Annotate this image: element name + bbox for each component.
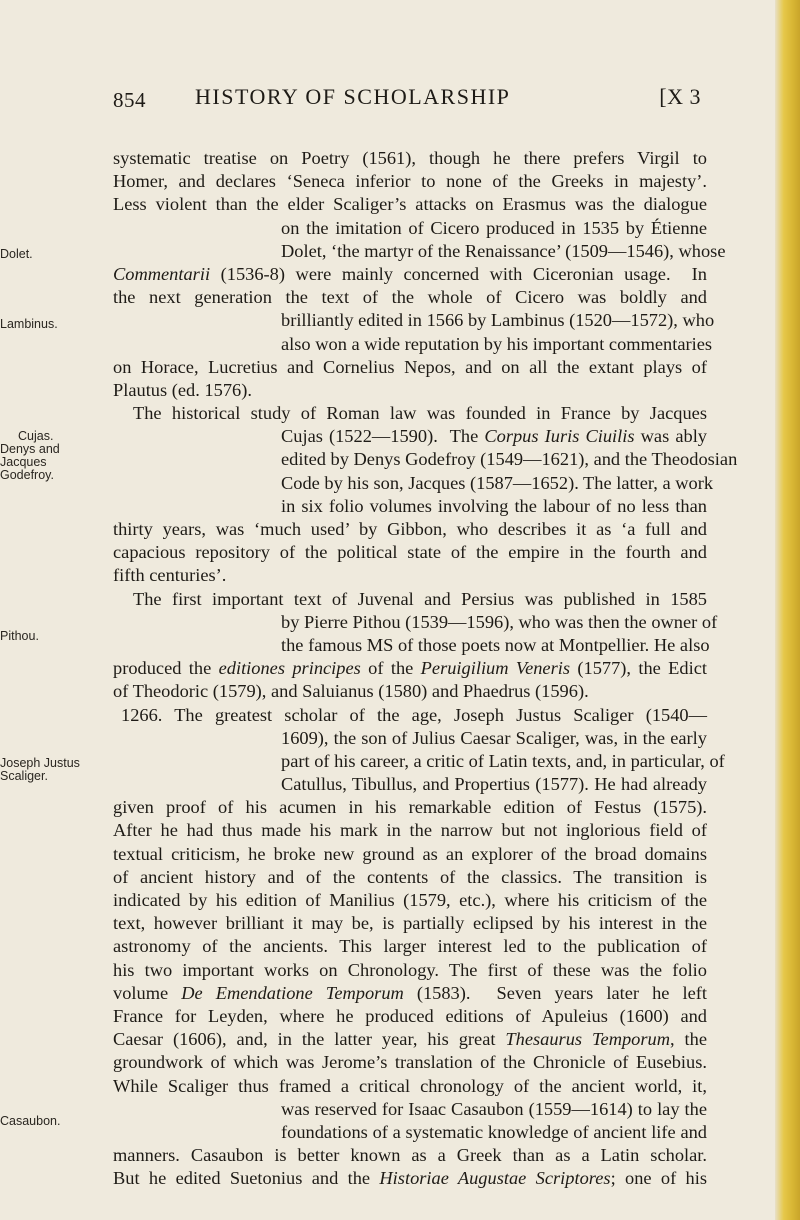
margin-note-dolet: Dolet.	[0, 247, 33, 261]
margin-note-scaliger: Joseph Justus Scaliger.	[0, 756, 80, 783]
text-line: on the imitation of Cicero produced in 1535 by Étienne	[281, 217, 707, 238]
text-body	[113, 147, 738, 1190]
text-line: textual criticism, he broke new ground as an explorer of the broad domains	[113, 843, 707, 864]
text-line: text, however brilliant it may be, is partially eclipsed by his interest in the	[113, 913, 707, 934]
page-edge	[775, 0, 800, 1220]
text-line: the next generation the text of the whole of Cicero was boldly and	[113, 287, 707, 308]
text-line: of ancient history and of the contents of the classics. The transition is	[113, 866, 707, 887]
section-marker: [X 3	[659, 84, 701, 109]
text-line: Commentarii (1536-8) were mainly concerned with Ciceronian usage. In	[113, 263, 707, 284]
text-line: Less violent than the elder Scaliger’s attacks on Erasmus was the dialogue	[113, 194, 707, 215]
italic-title: Commentarii	[113, 263, 211, 284]
text-line: Catullus, Tibullus, and Propertius (1577). He had already	[281, 774, 707, 795]
text-line: systematic treatise on Poetry (1561), though he there prefers Virgil to	[113, 148, 707, 168]
text-line: thirty years, was ‘much used’ by Gibbon, who describes it as ‘a full and	[113, 519, 707, 539]
text-line: groundwork of which was Jerome’s translation of the Chronicle of Eusebius.	[113, 1052, 707, 1073]
text-line: France for Leyden, where he produced editions of Apuleius (1600) and	[113, 1005, 707, 1026]
text-line: Plautus (ed. 1576).	[113, 379, 252, 400]
text-line: produced the editiones principes of the Peruigilium Veneris (1577), the Edict	[113, 658, 707, 679]
text-line: But he edited Suetonius and the Historiae Augustae Scriptores; one of his	[113, 1168, 708, 1189]
text-line: given proof of his acumen in his remarkable edition of Festus (1575).	[113, 797, 707, 818]
text-line: volume De Emendatione Temporum (1583). Seven years later he left	[113, 982, 708, 1003]
text-line: on Horace, Lucretius and Cornelius Nepos, and on all the extant plays of	[113, 356, 707, 377]
margin-note-pithou: Pithou.	[0, 629, 39, 643]
margin-note-lambinus: Lambinus.	[0, 317, 58, 331]
text-line: in six folio volumes involving the labour of no less than	[281, 495, 707, 516]
text-line: After he had thus made his mark in the narrow but not inglorious field of	[113, 820, 707, 841]
text-line: was reserved for Isaac Casaubon (1559—1614) to lay the	[281, 1098, 707, 1119]
margin-note-casaubon: Casaubon.	[0, 1114, 61, 1128]
text-line: the famous MS of those poets now at Montpellier. He also	[281, 634, 710, 655]
text-line: Dolet, ‘the martyr of the Renaissance’ (1509—1546), whose	[281, 240, 726, 261]
text-line: astronomy of the ancients. This larger interest led to the publication of	[113, 936, 707, 957]
text-line: The historical study of Roman law was founded in France by Jacques	[133, 403, 707, 424]
text-line: 1266. The greatest scholar of the age, Joseph Justus Scaliger (1540—	[121, 704, 707, 725]
text-line: also won a wide reputation by his important commentaries	[281, 333, 713, 354]
running-head: HISTORY OF SCHOLARSHIP	[195, 84, 511, 109]
text-line: by Pierre Pithou (1539—1596), who was then the owner of	[281, 611, 718, 632]
margin-note-cujas: Cujas. Denys and Jacques Godefroy.	[0, 429, 60, 482]
text-line: Cujas (1522—1590). The Corpus Iuris Ciuilis was ably	[281, 426, 707, 447]
text-line: Homer, and declares ‘Seneca inferior to none of the Greeks in majesty’.	[113, 171, 707, 192]
text-line: manners. Casaubon is better known as a Greek than as a Latin scholar.	[113, 1145, 707, 1166]
text-line: foundations of a systematic knowledge of ancient life and	[281, 1121, 707, 1142]
text-line: The first important text of Juvenal and Persius was published in 1585	[133, 588, 707, 609]
text-line: fifth centuries’.	[113, 565, 227, 586]
text-line: indicated by his edition of Manilius (1579, etc.), where his criticism of the	[113, 890, 707, 910]
text-line: of Theodoric (1579), and Saluianus (1580) and Phaedrus (1596).	[113, 681, 589, 702]
text-line: capacious repository of the political state of the empire in the fourth and	[113, 542, 707, 563]
text-line: brilliantly edited in 1566 by Lambinus (1520—1572), who	[281, 310, 715, 331]
text-line: While Scaliger thus framed a critical chronology of the ancient world, it,	[113, 1075, 707, 1096]
text-line: part of his career, a critic of Latin texts, and, in particular, of	[281, 750, 725, 771]
text-line: edited by Denys Godefroy (1549—1621), and the Theodosian	[281, 449, 738, 470]
text-line: Caesar (1606), and, in the latter year, his great Thesaurus Temporum, the	[113, 1029, 707, 1050]
page-number: 854	[113, 88, 146, 112]
text-line: 1609), the son of Julius Caesar Scaliger, was, in the early	[281, 727, 707, 748]
text-line: his two important works on Chronology. The first of these was the folio	[113, 959, 707, 980]
page-header	[113, 80, 713, 118]
text-line: Code by his son, Jacques (1587—1652). The latter, a work	[281, 472, 714, 493]
